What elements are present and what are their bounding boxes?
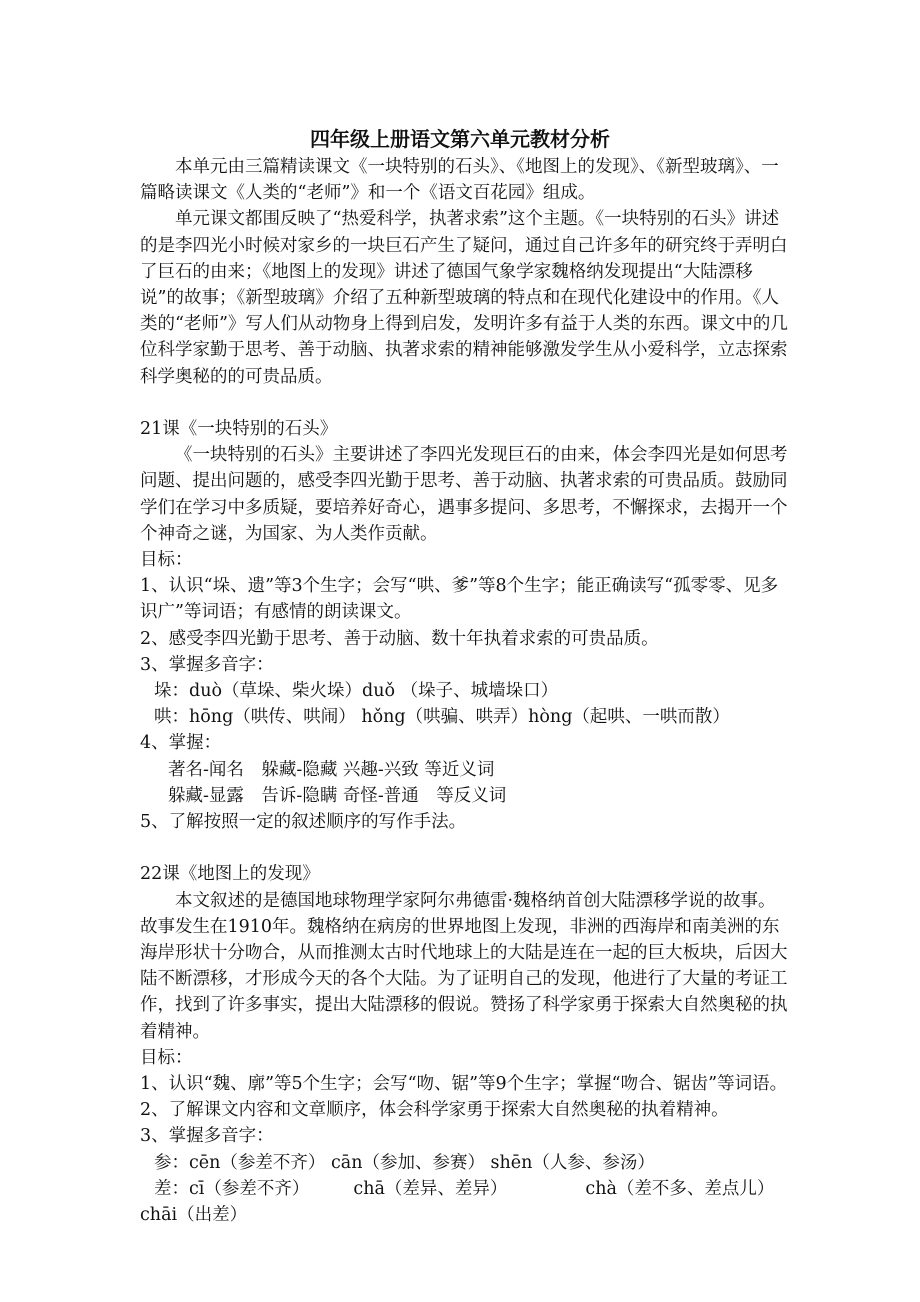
page-title: 四年级上册语文第六单元教材分析 [310,127,610,151]
antonyms-line: 躲藏-显露 告诉-隐瞒 奇怪-普通 等反义词 [168,785,507,806]
intro-paragraph-1: 本单元由三篇精读课文《一块特别的石头》、《地图上的发现》、《新型玻璃》、一篇略读课文《人类的“老师”》和一个《语文百花园》组成。 [140,157,779,204]
lesson21-goal-3: 3、掌握多音字： [140,654,274,675]
polyphone-cha-1: 差：cī（参差不齐） [154,1178,310,1199]
lesson21-goal-2: 2、感受李四光勤于思考、善于动脑、数十年执着求索的可贵品质。 [140,628,659,649]
document-body [140,154,790,1228]
polyphone-duo: 垛：duò（草垛、柴火垛）duǒ （垛子、城墙垛口） [154,681,559,702]
polyphone-cha-4: chāi（出差） [140,1205,248,1226]
lesson21-heading: 21课《一块特别的石头》 [140,419,338,440]
lesson22-heading: 22课《地图上的发现》 [140,864,320,885]
intro-paragraph-2: 单元课文都围反映了“热爱科学，执著求索”这个主题。《一块特别的石头》讲述的是李四光小时候对家乡的一块巨石产生了疑问，通过自己许多年的研究终于弄明白了巨石的由来；《地图上的发现》讲述了德国气象学家魏格纳发现提出“大陆漂移说”的故事；《新型玻璃》介绍了五种新型玻璃的特点和在现代化建设中的作用。《人类的“老师”》写人们从动物身上得到启发，发明许多有益于人类的东西。课文中的几位科学家勤于思考、善于动脑、执著求索的精神能够激发学生从小爱科学，立志探索科学奥秘的的可贵品质。 [140,209,788,387]
polyphone-can: 参：cēn（参差不齐） cān（参加、参赛） shēn（人参、参汤） [154,1152,655,1173]
lesson21-goal-1: 1、认识“垛、遗”等3个生字；会写“哄、爹”等8个生字；能正确读写“孤零零、见多识广”等词语；有感情的朗读课文。 [140,576,779,623]
spacer [140,390,790,416]
lesson22-goals-label: 目标： [140,1047,193,1068]
lesson22-goal-2: 2、了解课文内容和文章顺序，体会科学家勇于探索大自然奥秘的执着精神。 [140,1100,729,1121]
polyphone-cha [140,1176,790,1202]
polyphone-hong: 哄：hōng（哄传、哄闹） hǒng（哄骗、哄弄）hòng（起哄、一哄而散） [154,707,730,728]
lesson22-goal-3: 3、掌握多音字： [140,1126,274,1147]
lesson21-summary: 《一块特别的石头》主要讲述了李四光发现巨石的由来，体会李四光是如何思考问题、提出问题的，感受李四光勤于思考、善于动脑、执著求索的可贵品质。鼓励同学们在学习中多质疑，要培养好奇心，遇事多提问、多思考，不懈探求，去揭开一个个神奇之谜，为国家、为人类作贡献。 [140,445,788,544]
lesson21-goal-5: 5、了解按照一定的叙述顺序的写作手法。 [140,812,467,833]
lesson21-goals-label: 目标： [140,550,193,571]
lesson21-goal-4: 4、掌握： [140,733,222,754]
synonyms-line: 著名-闻名 躲藏-隐藏 兴趣-兴致 等近义词 [168,759,495,780]
spacer [140,835,790,861]
polyphone-cha-2: chā（差异、差异） [353,1178,508,1199]
lesson22-summary: 本文叙述的是德国地球物理学家阿尔弗德雷·魏格纳首创大陆漂移学说的故事。故事发生在1910年。魏格纳在病房的世界地图上发现，非洲的西海岸和南美洲的东海岸形状十分吻合，从而推测太古时代地球上的大陆是连在一起的巨大板块，后因大陆不断漂移，才形成今天的各个大陆。为了证明自己的发现，他进行了大量的考证工作，找到了许多事实，提出大陆漂移的假说。赞扬了科学家勇于探索大自然奥秘的执着精神。 [140,890,788,1042]
lesson22-goal-1: 1、认识“魏、廓”等5个生字；会写“吻、锯”等9个生字；掌握“吻合、锯齿”等词语。 [140,1074,788,1095]
polyphone-cha-3: chà（差不多、差点儿） [585,1178,775,1199]
